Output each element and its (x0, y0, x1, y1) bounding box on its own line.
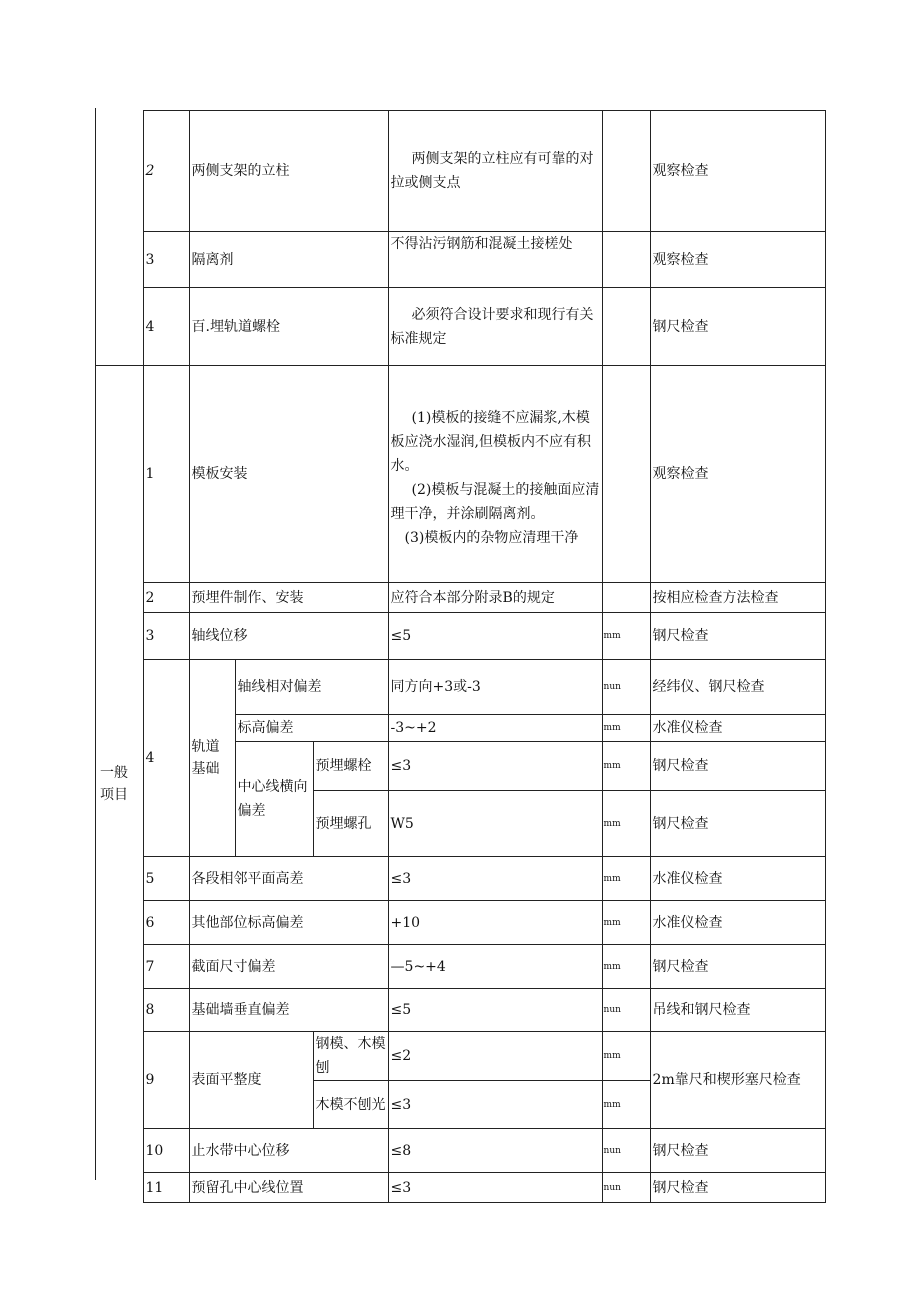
table-row (95, 1129, 825, 1173)
row-number: 6 (143, 901, 189, 945)
row-number: 8 (143, 989, 189, 1032)
subgroup-cell (235, 742, 313, 857)
unit-cell: mm (602, 1032, 650, 1081)
table-row (95, 288, 825, 366)
unit-cell: mm (602, 715, 650, 742)
unit-cell (602, 111, 650, 232)
table-row (95, 857, 825, 901)
method-cell: 钢尺检查 (650, 288, 825, 366)
table-row (95, 1032, 825, 1081)
unit-cell: mm (602, 791, 650, 857)
unit-cell: nun (602, 1129, 650, 1173)
item-cell: 轴线位移 (189, 613, 388, 660)
row-number: 9 (143, 1032, 189, 1129)
standard-cell (388, 366, 602, 583)
item-cell: 预埋螺孔 (313, 791, 388, 857)
unit-cell: nun (602, 989, 650, 1032)
item-cell: 钢模、木模刨 (313, 1032, 388, 1081)
item-cell: 预埋螺栓 (313, 742, 388, 791)
standard-cell: W5 (388, 791, 602, 857)
group-cell: 表面平整度 (189, 1032, 313, 1129)
method-cell: 水准仪检查 (650, 901, 825, 945)
subgroup-label: 中心线横向偏差 (237, 779, 308, 819)
unit-cell (602, 366, 650, 583)
unit-cell: mm (602, 857, 650, 901)
row-number: 1 (143, 366, 189, 583)
item-cell: 标高偏差 (235, 715, 388, 742)
row-number: 11 (143, 1173, 189, 1203)
table-row (95, 613, 825, 660)
table-row (95, 1173, 825, 1203)
inspection-table (95, 110, 826, 1203)
group-label: 轨道基础 (191, 739, 220, 777)
item-cell: 截面尺寸偏差 (189, 945, 388, 989)
unit-cell: nun (602, 1173, 650, 1203)
item-cell: 木模不刨光 (313, 1081, 388, 1129)
unit-cell (602, 583, 650, 613)
category-cell-empty (95, 111, 143, 366)
table-row (95, 111, 825, 232)
standard-cell: +10 (388, 901, 602, 945)
standard-cell: ≤3 (388, 742, 602, 791)
unit-cell: mm (602, 945, 650, 989)
table-row (95, 583, 825, 613)
category-cell (95, 366, 143, 1203)
method-cell: 水准仪检查 (650, 715, 825, 742)
standard-cell: 不得沾污钢筋和混凝土接槎处 (388, 232, 602, 288)
standard-cell: ≤3 (388, 857, 602, 901)
standard-cell: -3~+2 (388, 715, 602, 742)
unit-cell: mm (602, 901, 650, 945)
standard-cell: ≤3 (388, 1173, 602, 1203)
table-row (95, 945, 825, 989)
standard-line: (3)模板内的杂物应清理干净 (404, 530, 579, 546)
method-cell: 钢尺检查 (650, 945, 825, 989)
unit-cell: mm (602, 613, 650, 660)
method-cell: 吊线和钢尺检查 (650, 989, 825, 1032)
unit-cell: mm (602, 1081, 650, 1129)
item-cell: 基础墙垂直偏差 (189, 989, 388, 1032)
method-cell: 观察检查 (650, 366, 825, 583)
method-cell: 观察检查 (650, 111, 825, 232)
standard-cell: ≤3 (388, 1081, 602, 1129)
row-number: 2 (143, 583, 189, 613)
method-cell: 钢尺检查 (650, 742, 825, 791)
method-cell: 水准仪检查 (650, 857, 825, 901)
item-cell: 轴线相对偏差 (235, 660, 388, 715)
row-number: 4 (143, 288, 189, 366)
standard-cell: ≤2 (388, 1032, 602, 1081)
group-cell (189, 660, 235, 857)
method-cell: 2m靠尺和楔形塞尺检查 (650, 1032, 825, 1129)
table-row (95, 989, 825, 1032)
method-cell: 钢尺检查 (650, 1173, 825, 1203)
standard-cell: ≤8 (388, 1129, 602, 1173)
standard-line: (2)模板与混凝土的接触面应清理干净，并涂刷隔离剂。 (390, 482, 600, 522)
method-cell: 经纬仪、钢尺检查 (650, 660, 825, 715)
row-number: 3 (143, 613, 189, 660)
method-cell: 钢尺检查 (650, 613, 825, 660)
method-cell: 钢尺检查 (650, 791, 825, 857)
item-cell: 两侧支架的立柱 (189, 111, 388, 232)
method-cell: 观察检查 (650, 232, 825, 288)
standard-cell: —5~+4 (388, 945, 602, 989)
unit-cell: mm (602, 742, 650, 791)
row-number: 2 (143, 111, 189, 232)
standard-cell: 两侧支架的立柱应有可靠的对拉或侧支点 (388, 111, 602, 232)
item-cell: 模板安装 (189, 366, 388, 583)
item-cell: 其他部位标高偏差 (189, 901, 388, 945)
item-cell: 隔离剂 (189, 232, 388, 288)
row-number: 3 (143, 232, 189, 288)
standard-cell: 同方向+3或-3 (388, 660, 602, 715)
row-number: 4 (143, 660, 189, 857)
table-row (95, 366, 825, 583)
standard-cell: 应符合本部分附录B的规定 (388, 583, 602, 613)
method-cell: 按相应检查方法检查 (650, 583, 825, 613)
unit-cell (602, 232, 650, 288)
standard-cell: 必须符合设计要求和现行有关标准规定 (388, 288, 602, 366)
standard-cell: ≤5 (388, 989, 602, 1032)
row-number: 10 (143, 1129, 189, 1173)
item-cell: 止水带中心位移 (189, 1129, 388, 1173)
category-label: 一般项目 (100, 765, 128, 804)
item-cell: 各段相邻平面高差 (189, 857, 388, 901)
row-number: 7 (143, 945, 189, 989)
unit-cell (602, 288, 650, 366)
item-cell: 预埋件制作、安装 (189, 583, 388, 613)
item-cell: 百.埋轨道螺栓 (189, 288, 388, 366)
table-row (95, 660, 825, 715)
method-cell: 钢尺检查 (650, 1129, 825, 1173)
item-cell: 预留孔中心线位置 (189, 1173, 388, 1203)
standard-cell: ≤5 (388, 613, 602, 660)
table-row (95, 901, 825, 945)
row-number: 5 (143, 857, 189, 901)
standard-line: (1)模板的接缝不应漏浆,木模板应浇水湿润,但模板内不应有积水。 (390, 410, 591, 474)
table-row (95, 232, 825, 288)
unit-cell: nun (602, 660, 650, 715)
